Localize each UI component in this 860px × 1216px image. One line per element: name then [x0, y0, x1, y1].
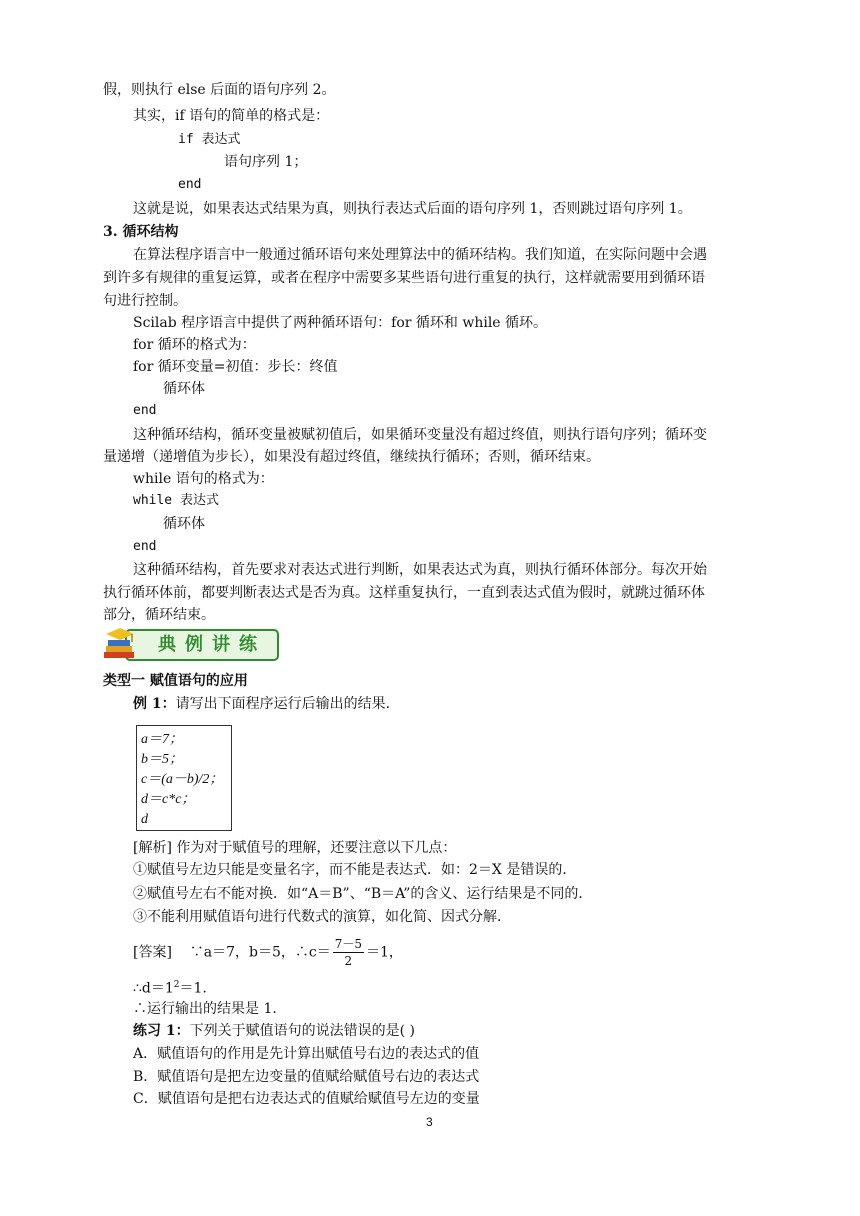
code-line: b＝5； [141, 752, 183, 767]
text-line: 这种循环结构，循环变量被赋初值后，如果循环变量没有超过终值，则执行语句序列；循环变 [133, 427, 707, 443]
answer-result: ∴运行输出的结果是 1. [133, 1001, 277, 1017]
analysis-line: ③不能利用赋值语句进行代数式的演算，如化简、因式分解． [133, 909, 511, 925]
text-line: 句进行控制。 [103, 293, 187, 309]
answer-d-sup: 2 [173, 980, 180, 990]
section-banner [104, 624, 280, 666]
code-box [136, 725, 232, 831]
text-line: 部分，循环结束。 [103, 607, 215, 623]
analysis-line: [解析] 作为对于赋值号的理解，还要注意以下几点： [133, 840, 457, 856]
text-line: for 循环的格式为： [133, 337, 256, 353]
text-line: 这就是说，如果表达式结果为真，则执行表达式后面的语句序列 1，否则跳过语句序列 1。 [133, 201, 692, 217]
fraction-denominator: 2 [344, 954, 353, 968]
answer-post: ＝1， [366, 944, 403, 961]
type-heading: 类型一 赋值语句的应用 [103, 673, 248, 689]
example-line [133, 694, 390, 714]
option-c: C．赋值语句是把右边表达式的值赋给赋值号左边的变量 [133, 1091, 480, 1107]
answer-line [133, 936, 403, 969]
text-line: 其实，if 语句的简单的格式是： [133, 108, 330, 124]
text-line: Scilab 程序语言中提供了两种循环语句：for 循环和 while 循环。 [133, 315, 548, 331]
code-line: 循环体 [163, 381, 205, 397]
code-line: for 循环变量=初值：步长：终值 [133, 359, 338, 375]
text-line: 执行循环体前，都要判断表达式是否为真。这样重复执行，一直到表达式值为假时，就跳过循环体 [103, 585, 705, 601]
text-line: 假，则执行 else 后面的语句序列 2。 [103, 82, 336, 98]
practice-question: 下列关于赋值语句的说法错误的是( ) [189, 1023, 415, 1039]
code-line: d＝c*c； [141, 792, 196, 807]
code-line: 循环体 [163, 516, 205, 532]
banner-title: 典 例 讲 练 [158, 634, 260, 654]
section-heading: 3. 循环结构 [103, 224, 179, 240]
code-line: 语句序列 1； [224, 154, 308, 170]
practice-label: 练习 1： [133, 1023, 190, 1039]
answer-pre: ∵a＝7，b＝5，∴c＝ [189, 944, 331, 961]
analysis-line: ①赋值号左边只能是变量名字，而不能是表达式．如：2＝X 是错误的． [133, 862, 577, 878]
fraction-numerator: 7－5 [334, 937, 362, 951]
code-line: a＝7； [141, 732, 183, 747]
analysis-line: ②赋值号左右不能对换．如“A＝B”、“B＝A”的含义、运行结果是不同的． [133, 886, 593, 902]
code-line: end [178, 177, 202, 192]
text-line: while 语句的格式为： [133, 471, 274, 487]
code-line: while 表达式 [133, 493, 219, 508]
example-text: 请写出下面程序运行后输出的结果. [175, 696, 391, 712]
answer-d-post: ＝1. [179, 980, 207, 997]
answer-label: [答案] [133, 944, 172, 961]
text-line: 量递增（递增值为步长），如果没有超过终值，继续执行循环；否则，循环结束。 [103, 449, 600, 465]
answer-d-pre: ∴d＝1 [133, 980, 174, 997]
code-line: end [133, 403, 157, 418]
code-line: d [141, 812, 148, 827]
practice-line [133, 1021, 415, 1041]
option-b: B．赋值语句是把左边变量的值赋给赋值号右边的表达式 [133, 1069, 480, 1085]
code-line: end [133, 539, 157, 554]
text-line: 在算法程序语言中一般通过循环语句来处理算法中的循环结构。我们知道，在实际问题中会遇 [133, 247, 707, 263]
text-line: 到许多有规律的重复运算，或者在程序中需要多某些语句进行重复的执行，这样就需要用到循环语 [103, 270, 705, 286]
page-number: 3 [426, 1115, 433, 1129]
code-line: if 表达式 [178, 132, 241, 147]
option-a: A．赋值语句的作用是先计算出赋值号右边的表达式的值 [133, 1046, 480, 1062]
text-line: 这种循环结构，首先要求对表达式进行判断，如果表达式为真，则执行循环体部分。每次开始 [133, 562, 707, 578]
code-line: c＝(a－b)/2； [141, 772, 224, 787]
example-label: 例 1： [133, 696, 176, 712]
answer-d-line [133, 975, 207, 999]
fraction [333, 936, 364, 969]
